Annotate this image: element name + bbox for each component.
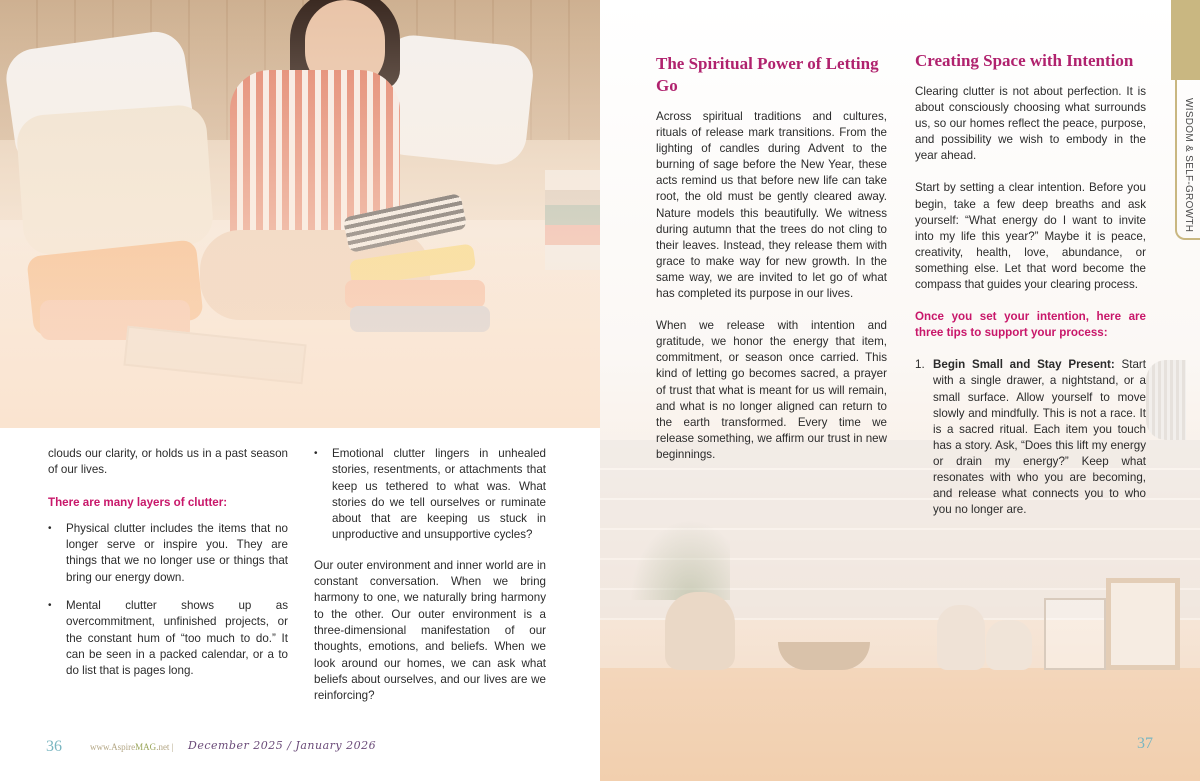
side-tab-label: WISDOM & SELF-GROWTH [1183,98,1194,233]
background-frame-image [1106,578,1180,670]
left-column-1 [48,446,288,692]
clutter-list-continued [314,446,546,544]
site-url[interactable] [90,742,173,752]
paragraph: Across spiritual traditions and cultures, rituals of release mark transitions. From the lighting of candles during Advent to the burning of sage before the New Year, these acts remind us that before new life can take root, the old must be gently cleared away. Nature models this beautifully. We witness during autumn that the trees do not cling to their leaves. Instead, they release them with grace to make way for new growth. In the same way, we are invited to let go of what has completed its purpose in our lives. [656,110,887,301]
intro-text: clouds our clarity, or holds us in a past season of our lives. [48,447,288,477]
background-bowl-image [778,642,870,670]
issue-date: December 2025 / January 2026 [188,739,377,752]
background-vase-image [665,592,735,670]
page-number-left: 36 [46,738,62,755]
clutter-list [48,521,288,680]
section-side-tab [1171,0,1200,240]
site-url-suffix: .net | [156,742,174,752]
page-number-right: 37 [1137,735,1153,752]
background-shelf-image [600,668,1200,781]
section-heading-letting-go: The Spiritual Power of Letting Go [656,54,879,95]
site-url-mag: MAG [135,742,157,752]
background-lantern-image [1044,598,1106,670]
outer-environment-paragraph: Our outer environment and inner world are in constant conversation. When we bring harmony to one, we naturally bring harmony to the other. Our outer environment is a three-dimensional manifestation of our thoughts, emotions, and beliefs. When we look around our homes, we can ask what beliefs about ourselves, and our lives are we reinforcing? [314,558,546,703]
tip-text: Start with a single drawer, a nightstand, or a small surface. Allow yourself to move slowly and mindfully. This is not a race. It is a sacred ritual. Each item you touch has a story. Ask, “Does this lift my energy or drain my energy?” Keep what resonates with who you are becoming, and release what connects you to who you no longer are. [933,358,1146,517]
background-plant-image [630,520,730,600]
right-page [600,0,1200,781]
list-item: • Physical clutter includes the items that no longer serve or inspire you. They are things that we no longer use or things that bring our energy down. [48,521,288,586]
background-vase-image [986,620,1032,670]
side-tab-gold-block [1171,0,1200,80]
tip-title: Begin Small and Stay Present: [933,358,1115,372]
woman-folding-laundry-photo [0,0,600,428]
list-item [915,357,1146,518]
background-vase-image [937,605,985,670]
tips-subhead: Once you set your intention, here are three tips to support your process: [915,310,1146,340]
right-column-2 [915,84,1146,518]
background-basket-image [1146,360,1186,440]
tip-number: 1. [915,358,925,372]
paragraph: When we release with intention and gratitude, we honor the energy that item, commitment, or season once carried. This kind of letting go becomes sacred, a prayer of trust that what is meant for us will remain, and what is no longer aligned can return to the earth transformed. Every time we release something, we affirm our trust in new beginnings. [656,319,887,461]
clutter-layers-subhead: There are many layers of clutter: [48,495,228,509]
left-column-2 [314,446,546,704]
list-item: • Mental clutter shows up as overcommitment, unfinished projects, or the constant hum of “too much to do.” It can be seen in a packed calendar, or a to do list that is pages long. [48,598,288,679]
paragraph: Start by setting a clear intention. Before you begin, take a few deep breaths and ask yourself: “What energy do I want to invite into my life this year?” Maybe it is peace, creativity, health, love, abundance, or something else. Let that word become the compass that guides your clearing process. [915,181,1146,292]
right-column-1 [656,109,887,479]
list-item: • Emotional clutter lingers in unhealed stories, resentments, or attachments that keep us tethered to what was. What stories do we tell ourselves or ruminate about that are keeping us stuck in unproductive and unsupportive cycles? [314,446,546,544]
paragraph: Clearing clutter is not about perfection. It is about consciously choosing what surrounds us, so our homes reflect the peace, purpose, and possibility we wish to embody in the year ahead. [915,85,1146,163]
section-heading-creating-space: Creating Space with Intention [915,51,1134,70]
tips-list [915,357,1146,518]
site-url-prefix: www.Aspire [90,742,136,752]
